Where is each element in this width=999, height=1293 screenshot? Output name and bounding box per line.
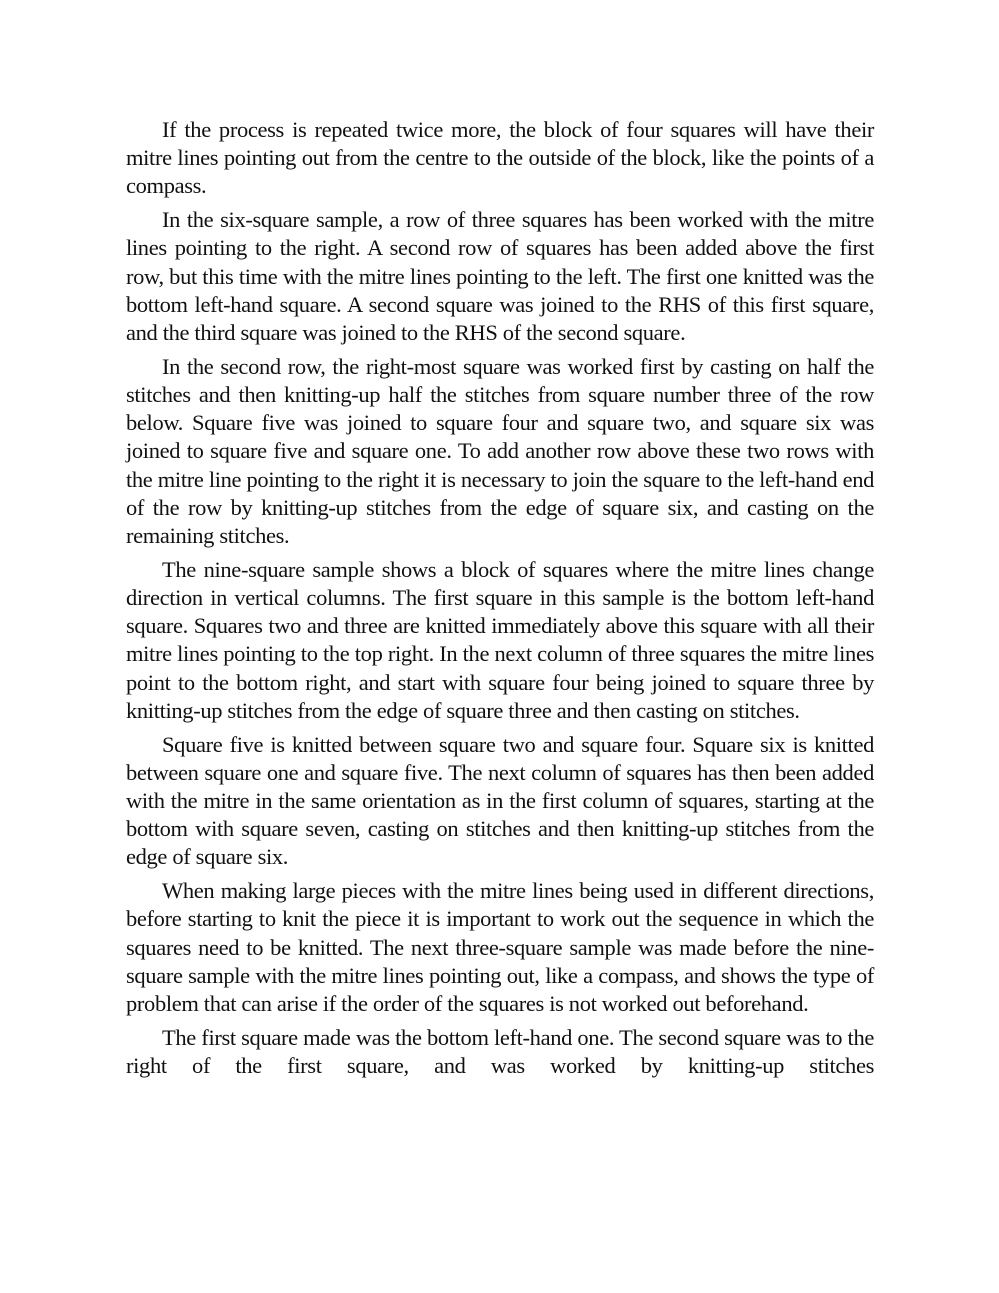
document-page xyxy=(126,116,874,1086)
paragraph-3: In the second row, the right-most square was worked first by casting on half the stitches and then knitting-up half the stitches from square number three of the row below. Square five was joined to square four and square two, and square six was joined to square five and square one. To add another row above these two rows with the mitre line pointing to the right it is necessary to join the square to the left-hand end of the row by knitting-up stitches from the edge of square six, and casting on the remaining stitches. xyxy=(126,353,874,549)
paragraph-6: When making large pieces with the mitre lines being used in different directions, before starting to knit the piece it is important to work out the sequence in which the squares need to be knitted. The next three-square sample was made before the nine-square sample with the mitre lines pointing out, like a compass, and shows the type of problem that can arise if the order of the squares is not worked out beforehand. xyxy=(126,878,874,1017)
paragraph-5: Square five is knitted between square two and square four. Square six is knitted between square one and square five. The next column of squares has then been added with the mitre in the same orientation as in the first column of squares, starting at the bottom with square seven, casting on stitches and then knitting-up stitches from the edge of square six. xyxy=(126,731,874,870)
paragraph-4: The nine-square sample shows a block of squares where the mitre lines change direction in vertical columns. The first square in this sample is the bottom left-hand square. Squares two and three are knitted immediately above this square with all their mitre lines pointing to the top right. In the next column of three squares the mitre lines point to the bottom right, and start with square four being joined to square three by knitting-up stitches from the edge of square three and then casting on stitches. xyxy=(126,556,874,723)
paragraph-7: The first square made was the bottom left-hand one. The second square was to the right of the first square, and was worked by knitting-up stitches xyxy=(126,1024,874,1079)
paragraph-1: If the process is repeated twice more, the block of four squares will have their mitre lines pointing out from the centre to the outside of the block, like the points of a compass. xyxy=(126,117,874,199)
paragraph-2: In the six-square sample, a row of three squares has been worked with the mitre lines pointing to the right. A second row of squares has been added above the first row, but this time with the mitre lines pointing to the left. The first one knitted was the bottom left-hand square. A second square was joined to the RHS of this first square, and the third square was joined to the RHS of the second square. xyxy=(126,207,874,346)
